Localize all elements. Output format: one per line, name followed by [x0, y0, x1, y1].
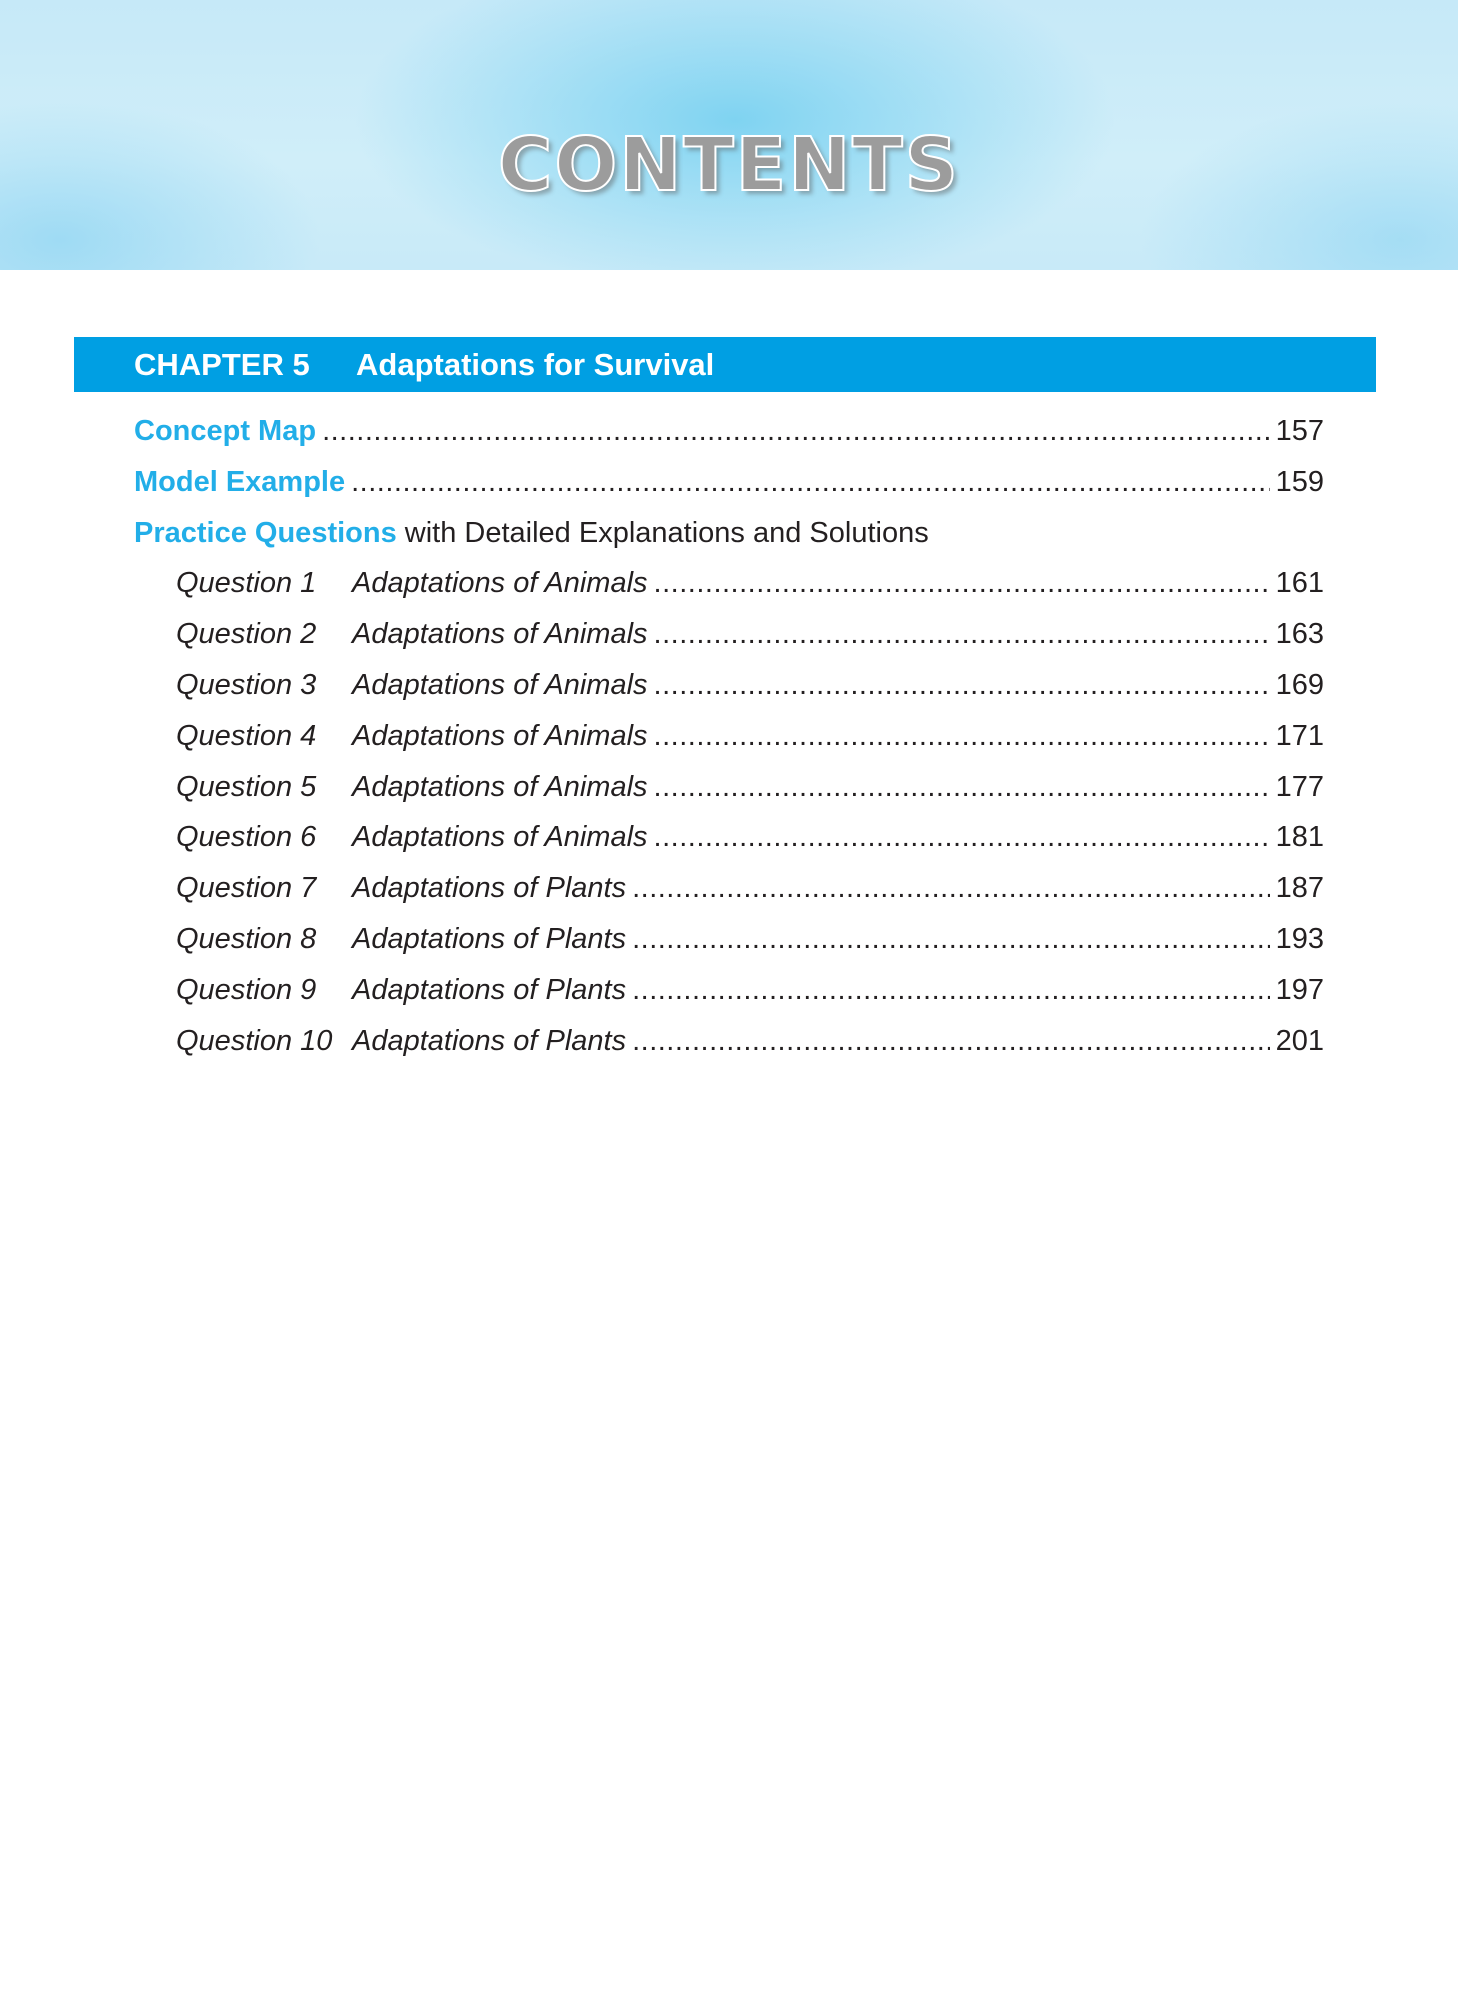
dot-leader — [351, 466, 1269, 499]
question-number: Question 3 — [176, 668, 317, 701]
toc-question-entry[interactable] — [134, 872, 1324, 923]
dot-leader — [654, 821, 1270, 854]
toc-entry-concept-map[interactable] — [134, 415, 1324, 466]
question-number: Question 10 — [176, 1024, 333, 1057]
toc-section-description: with Detailed Explanations and Solutions — [404, 516, 929, 549]
toc-page-number: 171 — [1275, 719, 1324, 752]
question-number: Question 8 — [176, 922, 317, 955]
toc-section-practice-questions — [134, 517, 1324, 568]
toc-page-number: 193 — [1275, 922, 1324, 955]
question-topic: Adaptations of Animals — [352, 821, 648, 854]
chapter-label: CHAPTER 5 — [134, 347, 310, 382]
question-topic: Adaptations of Plants — [352, 922, 627, 955]
page-title: CONTENTS — [498, 122, 960, 208]
question-number: Question 1 — [176, 567, 317, 600]
chapter-title: Adaptations for Survival — [356, 347, 715, 382]
toc-entry-title: Concept Map — [134, 415, 317, 447]
table-of-contents — [134, 415, 1324, 1075]
question-topic: Adaptations of Animals — [352, 770, 648, 803]
question-number: Question 5 — [176, 770, 317, 803]
dot-leader — [654, 771, 1270, 804]
toc-question-entry[interactable] — [134, 567, 1324, 618]
chapter-heading — [74, 337, 1376, 392]
toc-entry-title: Model Example — [134, 465, 346, 498]
question-topic: Adaptations of Animals — [352, 719, 648, 752]
toc-question-entry[interactable] — [134, 821, 1324, 872]
header-banner — [0, 0, 1458, 270]
toc-entry-model-example[interactable] — [134, 466, 1324, 517]
dot-leader — [632, 923, 1270, 956]
toc-question-entry[interactable] — [134, 923, 1324, 974]
question-number: Question 2 — [176, 618, 317, 651]
question-topic: Adaptations of Plants — [352, 1024, 627, 1057]
toc-page-number: 187 — [1275, 872, 1324, 905]
toc-question-entry[interactable] — [134, 720, 1324, 771]
dot-leader — [654, 669, 1270, 702]
toc-page-number: 169 — [1275, 668, 1324, 701]
toc-page-number: 157 — [1275, 415, 1324, 447]
question-topic: Adaptations of Animals — [352, 567, 648, 600]
dot-leader — [322, 415, 1270, 448]
toc-page-number: 177 — [1275, 770, 1324, 803]
question-topic: Adaptations of Plants — [352, 973, 627, 1006]
question-topic: Adaptations of Animals — [352, 618, 648, 651]
toc-question-entry[interactable] — [134, 618, 1324, 669]
toc-page-number: 163 — [1275, 618, 1324, 651]
dot-leader — [632, 1025, 1270, 1058]
dot-leader — [632, 974, 1270, 1007]
toc-page-number: 181 — [1275, 821, 1324, 854]
question-number: Question 4 — [176, 719, 317, 752]
toc-page-number: 201 — [1275, 1024, 1324, 1057]
toc-question-entry[interactable] — [134, 669, 1324, 720]
question-number: Question 6 — [176, 821, 317, 854]
question-number: Question 7 — [176, 872, 317, 905]
question-number: Question 9 — [176, 973, 317, 1006]
dot-leader — [632, 872, 1270, 905]
toc-question-entry[interactable] — [134, 974, 1324, 1025]
toc-page-number: 159 — [1275, 465, 1324, 498]
toc-question-entry[interactable] — [134, 771, 1324, 822]
toc-page-number: 197 — [1275, 973, 1324, 1006]
dot-leader — [654, 567, 1270, 600]
toc-question-entry[interactable] — [134, 1025, 1324, 1076]
dot-leader — [654, 618, 1270, 651]
toc-section-title: Practice Questions — [134, 516, 397, 549]
dot-leader — [654, 720, 1270, 753]
question-topic: Adaptations of Animals — [352, 668, 648, 701]
toc-page-number: 161 — [1275, 567, 1324, 600]
question-topic: Adaptations of Plants — [352, 872, 627, 905]
